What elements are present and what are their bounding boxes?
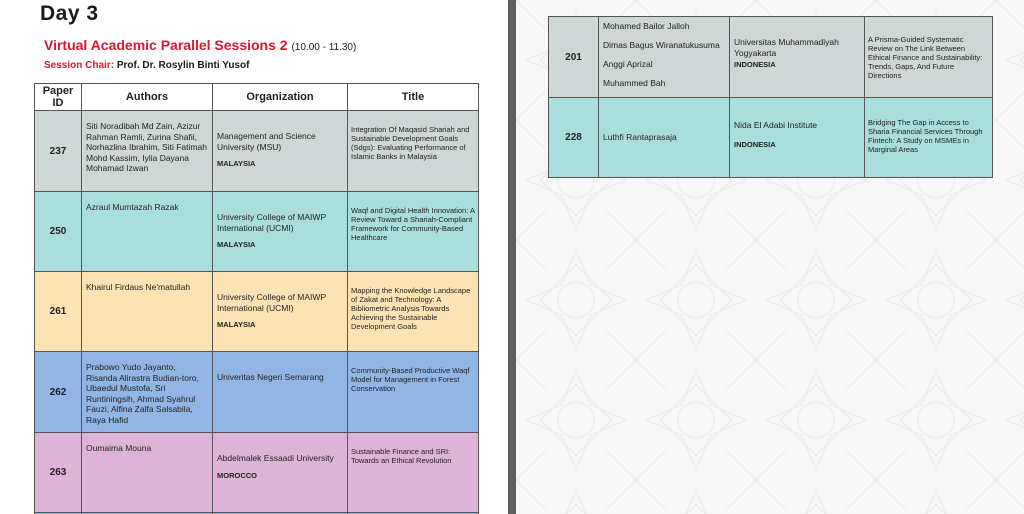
paper-title: Sustainable Finance and SRI: Towards an Ethical Revolution	[348, 433, 479, 513]
organization-name: Universitas Muhammadiyah Yogyakarta	[734, 37, 839, 58]
country: MALAYSIA	[217, 320, 256, 329]
header-paper-id: Paper ID	[35, 84, 82, 111]
author-name: Luthfi Rantaprasaja	[603, 132, 677, 142]
day-title: Day 3	[40, 2, 99, 25]
authors	[599, 98, 730, 178]
paper-id: 261	[35, 272, 82, 352]
session-title	[44, 37, 356, 53]
header-organization: Organization	[213, 84, 348, 111]
paper-id: 250	[35, 192, 82, 272]
table-row	[35, 111, 479, 192]
right-page	[516, 0, 1024, 514]
organization-name: Management and Science University (MSU)	[217, 131, 316, 152]
author-name: Anggi Aprizal	[603, 59, 653, 69]
paper-title: A Prisma-Guided Systematic Review on The Link Between Ethical Finance and Sustainability: Trends, Gaps, And Future Directions	[865, 17, 993, 98]
session-time: (10.00 - 11.30)	[291, 42, 357, 53]
authors: Oumaima Mouna	[82, 433, 213, 513]
authors: Khairul Firdaus Ne'matullah	[82, 272, 213, 352]
authors: Prabowo Yudo Jayanto, Risanda Alirastra Budian-toro, Ubaedul Mustofa, Sri Runtiningsih, Ahmad Syahrul Fauzi, Alfina Zalfa Salsabila, Raya Hafid	[82, 352, 213, 433]
organization-name: Abdelmalek Essaadi University	[217, 453, 334, 463]
paper-id: 262	[35, 352, 82, 433]
sessions-table-continued	[548, 16, 993, 178]
organization-name: University College of MAIWP International (UCMI)	[217, 292, 326, 313]
country: MALAYSIA	[217, 240, 256, 249]
organization	[730, 98, 865, 178]
table-row	[549, 98, 993, 178]
author-name: Mohamed Bailor Jalloh	[603, 21, 690, 31]
organization-name: University College of MAIWP International (UCMI)	[217, 212, 326, 233]
table-row	[35, 352, 479, 433]
organization-name: Nida El Adabi Institute	[734, 120, 818, 130]
paper-title: Community-Based Productive Waqf Model for Management in Forest Conservation	[348, 352, 479, 433]
session-chair-name: Prof. Dr. Rosylin Binti Yusof	[116, 60, 250, 71]
organization-name: Univeritas Negeri Semarang	[217, 372, 324, 382]
organization	[730, 17, 865, 98]
organization	[213, 192, 348, 272]
header-title: Title	[348, 84, 479, 111]
paper-title: Bridging The Gap in Access to Sharia Financial Services Through Fintech: A Study on MSMEs in Marginal Areas	[865, 98, 993, 178]
country: MOROCCO	[217, 470, 257, 480]
paper-title: Waqf and Digital Health Innovation: A Review Toward a Shariah-Compliant Framework for Community-Based Healthcare	[348, 192, 479, 272]
paper-id: 228	[549, 98, 599, 178]
authors: Azraul Mumtazah Razak	[82, 192, 213, 272]
authors: Siti Noradibah Md Zain, Azizur Rahman Ramli, Zurina Shafii, Norhazlina Ibrahim, Siti Fatimah Mohd Kassim, Iylia Dayana Mohamad Izwan	[82, 111, 213, 192]
table-row	[35, 433, 479, 513]
country: INDONESIA	[734, 60, 776, 69]
sessions-table	[34, 83, 479, 514]
session-title-text: Virtual Academic Parallel Sessions 2	[44, 37, 288, 53]
session-chair-label: Session Chair:	[44, 60, 115, 71]
organization	[213, 352, 348, 433]
header-authors: Authors	[82, 84, 213, 111]
country: MALAYSIA	[217, 159, 256, 168]
paper-title: Mapping the Knowledge Landscape of Zakat and Technology: A Bibliometric Analysis Towards Achieving the Sustainable Development Goals	[348, 272, 479, 352]
organization	[213, 433, 348, 513]
author-name: Muhammed Bah	[603, 78, 666, 88]
session-chair	[44, 60, 249, 71]
country: INDONESIA	[734, 139, 776, 149]
table-row	[549, 17, 993, 98]
author-name: Dimas Bagus Wiranatukusuma	[603, 40, 720, 50]
left-page	[0, 0, 508, 514]
table-header-row	[35, 84, 479, 111]
paper-id: 237	[35, 111, 82, 192]
organization	[213, 111, 348, 192]
paper-id: 201	[549, 17, 599, 98]
table-row	[35, 272, 479, 352]
table-row	[35, 192, 479, 272]
paper-title: Integration Of Maqasid Shariah and Sustainable Development Goals (Sdgs): Evaluating Performance of Islamic Banks in Malaysia	[348, 111, 479, 192]
paper-id: 263	[35, 433, 82, 513]
organization	[213, 272, 348, 352]
authors	[599, 17, 730, 98]
